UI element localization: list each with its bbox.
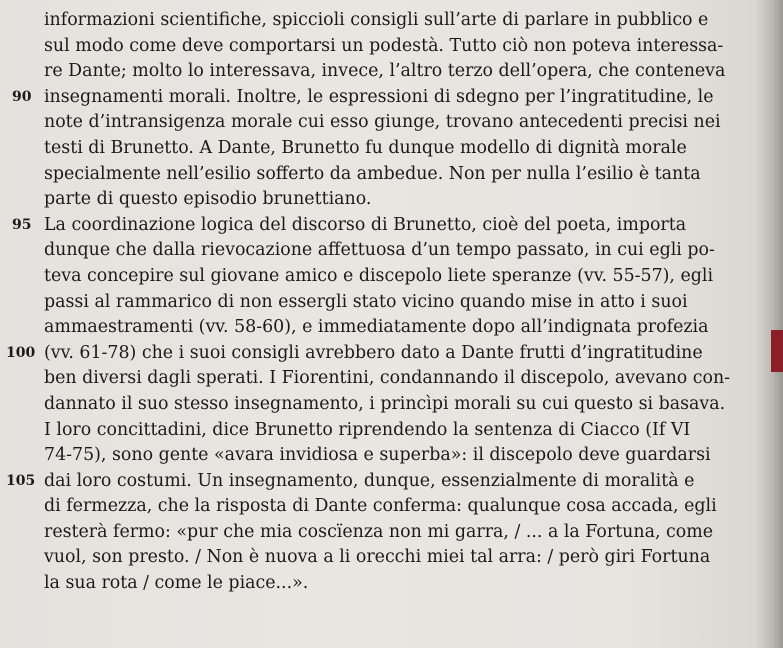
text-line [0,264,760,290]
line-text: ammaestramenti (vv. 58-60), e immediatamente dopo all’indignata profezia [44,317,709,338]
text-line [0,290,760,316]
text-line [0,110,760,136]
line-text: di fermezza, che la risposta di Dante conferma: qualunque cosa accada, egli [44,496,717,517]
line-text: resterà fermo: «pur che mia coscïenza non mi garra, / ... a la Fortuna, come [44,521,714,542]
text-line [0,545,760,571]
text-line [0,136,760,162]
line-text: testi di Brunetto. A Dante, Brunetto fu dunque modello di dignità morale [44,137,687,158]
text-line [0,8,760,34]
line-text: dannato il suo stesso insegnamento, i princìpi morali su cui questo si basava. [44,393,726,414]
text-line [0,494,760,520]
line-text: vuol, son presto. / Non è nuova a li orecchi miei tal arra: / però giri Fortuna [44,547,711,568]
text-line [0,392,760,418]
line-text: specialmente nell’esilio sofferto da ambedue. Non per nulla l’esilio è tanta [44,163,701,184]
line-text: insegnamenti morali. Inoltre, le espressioni di sdegno per l’ingratitudine, le [44,86,714,107]
line-text: note d’intransigenza morale cui esso giunge, trovano antecedenti precisi nei [44,112,721,133]
text-line [0,59,760,85]
line-text: sul modo come deve comportarsi un podestà. Tutto ciò non poteva interessa- [44,35,724,56]
text-line [0,238,760,264]
line-text: re Dante; molto lo interessava, invece, l’altro terzo dell’opera, che conteneva [44,61,726,82]
text-line [0,443,760,469]
line-number: 105 [6,472,36,489]
line-text: informazioni scientifiche, spiccioli consigli sull’arte di parlare in pubblico e [44,10,709,30]
line-text: passi al rammarico di non essergli stato vicino quando mise in atto i suoi [44,291,688,312]
text-line [0,162,760,188]
line-text: la sua rota / come le piace...». [44,573,309,594]
line-text: (vv. 61-78) che i suoi consigli avrebbero dato a Dante frutti d’ingratitudine [44,342,703,363]
line-text: parte di questo episodio brunettiano. [44,189,372,210]
text-line [0,520,760,546]
text-line [0,187,760,213]
text-line [0,85,760,111]
line-text: ben diversi dagli sperati. I Fiorentini, condannando il discepolo, avevano con- [44,368,731,389]
text-line [0,469,760,495]
text-line [0,366,760,392]
line-number: 95 [12,216,32,233]
bookmark-ribbon [771,330,783,372]
text-line [0,315,760,341]
text-line [0,571,760,597]
text-line [0,34,760,60]
line-text: 74-75), sono gente «avara invidiosa e superba»: il discepolo deve guardarsi [44,445,711,466]
line-text: dai loro costumi. Un insegnamento, dunque, essenzialmente di moralità e [44,470,695,491]
line-number: 100 [6,344,36,361]
body-text [0,8,760,597]
text-line [0,213,760,239]
line-number: 90 [12,88,32,105]
text-line [0,418,760,444]
line-text: La coordinazione logica del discorso di Brunetto, cioè del poeta, importa [44,214,687,235]
line-text: I loro concittadini, dice Brunetto riprendendo la sentenza di Ciacco (If VI [44,419,691,440]
text-line [0,341,760,367]
line-text: teva concepire sul giovane amico e discepolo liete speranze (vv. 55-57), egli [44,265,714,286]
line-text: dunque che dalla rievocazione affettuosa d’un tempo passato, in cui egli po- [44,240,715,261]
